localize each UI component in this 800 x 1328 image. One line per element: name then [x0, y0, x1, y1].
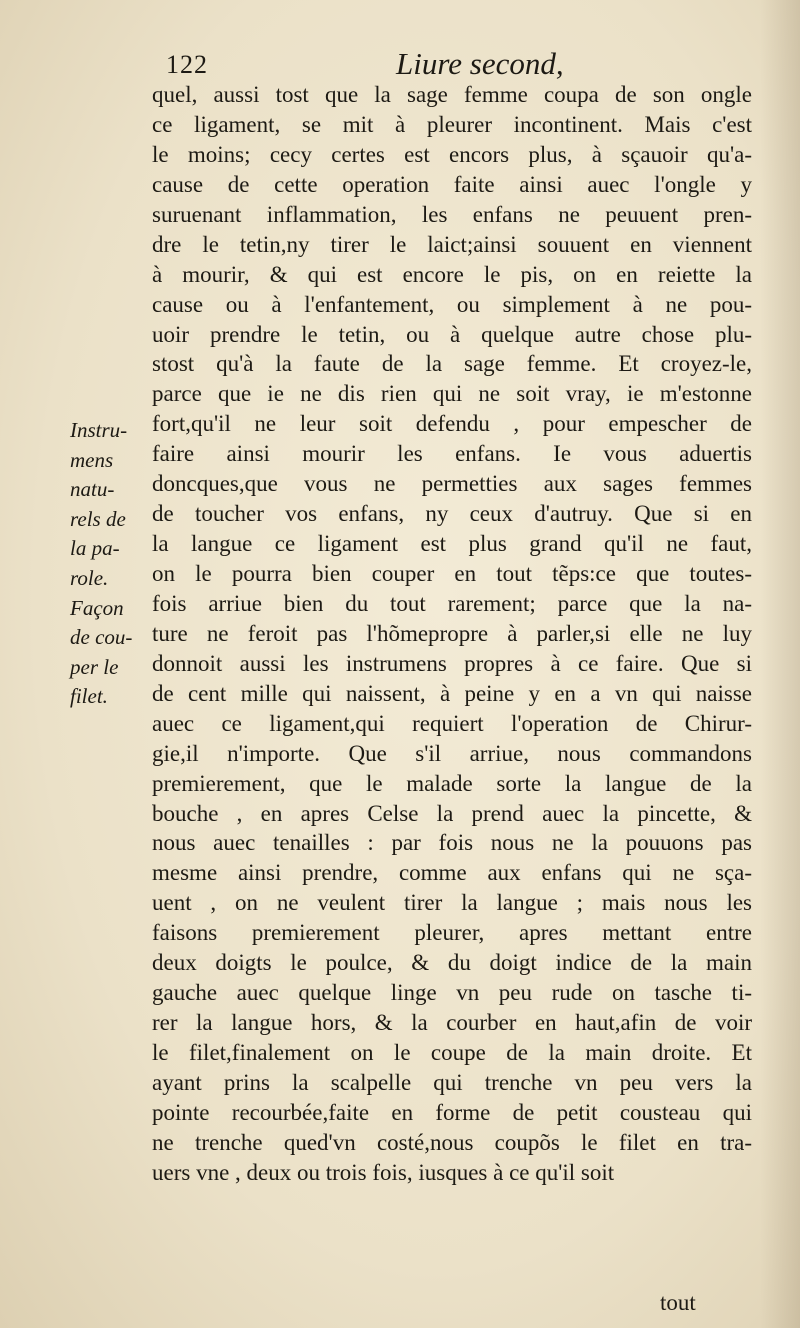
text-line: uoir prendre le tetin, ou à quelque autre chose plu-	[152, 321, 752, 347]
text-line: ce ligament, se mit à pleurer incontinent. Mais c'est	[152, 111, 752, 137]
margin-note-line: Façon	[70, 595, 124, 620]
margin-note-line: filet.	[70, 684, 108, 709]
text-line: suruenant inflammation, les enfans ne peuuent pren-	[152, 201, 752, 227]
text-line: quel, aussi tost que la sage femme coupa de son ongle	[152, 82, 752, 107]
text-line: nous auec tenailles : par fois nous ne la pouuons pas	[152, 830, 752, 856]
text-line: uent , on ne veulent tirer la langue ; mais nous les	[152, 890, 752, 916]
margin-note-line: Instru-	[70, 418, 128, 442]
margin-note-line: de cou-	[70, 625, 133, 650]
text-line: pointe recourbée,faite en forme de petit cousteau qui	[152, 1099, 752, 1125]
body-text	[152, 80, 752, 1188]
text-line: on le pourra bien couper en tout tẽps:ce que toutes-	[152, 561, 752, 586]
text-line: de toucher vos enfans, ny ceux d'autruy. Que si en	[152, 501, 752, 527]
text-line: fois arriue bien du tout rarement; parce que la na-	[152, 590, 752, 616]
text-line: auec ce ligament,qui requiert l'operation de Chirur-	[152, 710, 752, 736]
text-line: stost qu'à la faute de la sage femme. Et croyez-le,	[152, 351, 752, 377]
text-line: cause de cette operation faite ainsi auec l'ongle y	[152, 171, 752, 197]
page-number: 122	[166, 50, 208, 79]
text-line: gie,il n'importe. Que s'il arriue, nous commandons	[152, 740, 752, 766]
catchword: tout	[660, 1290, 696, 1315]
text-line: uers vne , deux ou trois fois, iusques à ce qu'il soit	[152, 1159, 615, 1185]
margin-note-line: natu-	[70, 477, 115, 502]
text-line: dre le tetin,ny tirer le laict;ainsi souuent en viennent	[152, 231, 752, 257]
margin-note	[70, 416, 156, 712]
text-line: fort,qu'il ne leur soit defendu , pour empescher de	[152, 411, 752, 437]
text-line: faire ainsi mourir les enfans. Ie vous aduertis	[152, 441, 752, 467]
text-line: rer la langue hors, & la courber en haut,afin de voir	[152, 1010, 752, 1036]
text-line: la langue ce ligament est plus grand qu'il ne faut,	[152, 531, 752, 557]
text-line: faisons premierement pleurer, apres mettant entre	[152, 920, 752, 946]
text-line: le moins; cecy certes est encors plus, à sçauoir qu'a-	[152, 141, 752, 167]
text-line: donnoit aussi les instrumens propres à ce faire. Que si	[152, 650, 752, 676]
margin-note-line: role.	[70, 565, 109, 590]
page-header	[164, 44, 584, 84]
text-line: deux doigts le poulce, & du doigt indice de la main	[152, 950, 752, 976]
text-line: mesme ainsi prendre, comme aux enfans qui ne sça-	[152, 860, 752, 886]
margin-note-line: per le	[70, 654, 119, 679]
text-line: premierement, que le malade sorte la langue de la	[152, 770, 752, 796]
text-line: le filet,finalement on le coupe de la main droite. Et	[152, 1040, 752, 1065]
text-line: ture ne feroit pas l'hõmepropre à parler,si elle ne luy	[152, 620, 752, 646]
text-line: bouche , en apres Celse la prend auec la pincette, &	[152, 800, 752, 826]
margin-note-line: mens	[70, 447, 114, 472]
text-line: à mourir, & qui est encore le pis, on en reiette la	[152, 261, 752, 287]
text-line: ayant prins la scalpelle qui trenche vn peu vers la	[152, 1069, 752, 1095]
text-line: doncques,que vous ne permetties aux sages femmes	[152, 471, 752, 497]
text-line: cause ou à l'enfantement, ou simplement à ne pou-	[152, 291, 752, 317]
running-title: Liure second,	[396, 46, 564, 81]
margin-note-line: rels de	[70, 506, 126, 531]
page-edge-shadow	[760, 0, 800, 1328]
text-line: gauche auec quelque linge vn peu rude on tasche ti-	[152, 980, 752, 1006]
text-line: ne trenche qued'vn costé,nous coupõs le filet en tra-	[152, 1129, 752, 1155]
text-line: parce que ie ne dis rien qui ne soit vray, ie m'estonne	[152, 381, 752, 407]
text-line: de cent mille qui naissent, à peine y en a vn qui naisse	[152, 680, 752, 706]
margin-note-line: la pa-	[70, 536, 120, 561]
